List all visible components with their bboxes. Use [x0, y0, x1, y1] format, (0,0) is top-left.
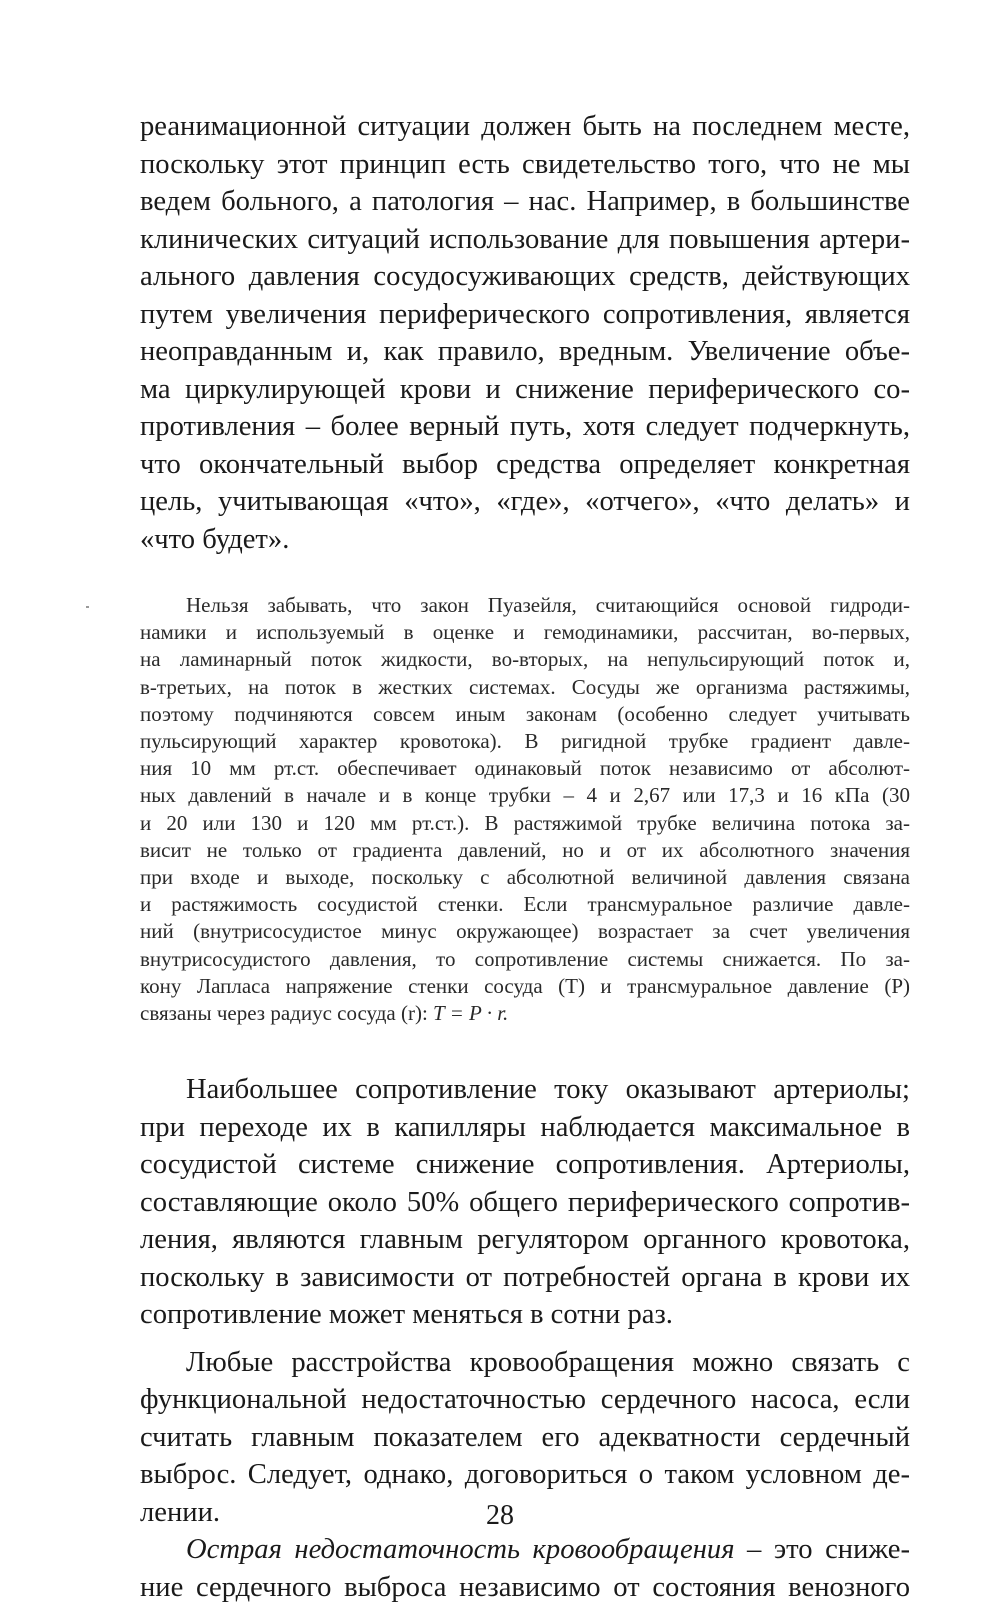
- text-line: путем увеличения периферического сопротивления, является: [140, 298, 910, 330]
- scan-speck: [86, 606, 89, 608]
- text-line: ние сердечного выброса независимо от состояния венозного: [140, 1571, 910, 1603]
- note-line: и 20 или 130 и 120 мм рт.ст.). В растяжимой трубке величина потока за-: [140, 810, 910, 835]
- note-line: висит не только от градиента давлений, но и от их абсолютного значения: [140, 837, 910, 862]
- page-number: 28: [486, 1500, 514, 1531]
- text-line: поскольку этот принцип есть свидетельство того, что не мы: [140, 148, 910, 180]
- paragraph-1: [140, 108, 910, 558]
- note-line: Нельзя забывать, что закон Пуазейля, считающийся основой гидроди-: [186, 593, 910, 617]
- note-line: поэтому подчиняются совсем иным законам (особенно следует учитывать: [140, 701, 910, 726]
- text-line: лении.: [140, 1496, 221, 1528]
- text-line: реанимационной ситуации должен быть на последнем месте,: [140, 111, 910, 142]
- text-line: [140, 1531, 910, 1569]
- note-line: и растяжимость сосудистой стенки. Если трансмуральное различие давле-: [140, 892, 910, 917]
- text-line: неоправданным и, как правило, вредным. Увеличение объе-: [140, 336, 910, 367]
- paragraph-4: [140, 1531, 910, 1606]
- text-line: «что будет».: [140, 523, 290, 555]
- paragraph-2: [140, 1071, 910, 1334]
- text-line: ления, являются главным регулятором органного кровотока,: [140, 1224, 910, 1256]
- note-line: намики и используемый в оценке и гемодинамики, рассчитан, во-первых,: [140, 620, 910, 645]
- text-line: ма циркулирующей крови и снижение периферического со-: [140, 373, 910, 405]
- note-line: ний (внутрисосудистое минус окружающее) возрастает за счет увеличения: [140, 919, 910, 944]
- note-block: [140, 592, 910, 1027]
- text-line: составляющие около 50% общего периферического сопротив-: [140, 1186, 910, 1218]
- page-content: [140, 108, 910, 1606]
- note-last-line: [140, 1000, 910, 1027]
- text-line: считать главным показателем его адекватности сердечный: [140, 1421, 910, 1453]
- text-line: Наибольшее сопротивление току оказывают артериолы;: [186, 1074, 910, 1106]
- text-line: Любые расстройства кровообращения можно связать с: [186, 1346, 910, 1378]
- note-line: кону Лапласа напряжение стенки сосуда (Т) и трансмуральное давление (Р): [140, 973, 910, 998]
- defined-term: Острая недостаточность кровообращения: [186, 1534, 735, 1566]
- definition-start: – это сниже-: [734, 1534, 910, 1566]
- note-line: ния 10 мм рт.ст. обеспечивает одинаковый поток независимо от абсолют-: [140, 756, 910, 781]
- text-line: цель, учитывающая «что», «где», «отчего», «что делать» и: [140, 486, 910, 517]
- note-line: внутрисосудистого давления, то сопротивление системы снижается. По за-: [140, 946, 910, 971]
- text-line: ведем больного, а патология – нас. Например, в большинстве: [140, 186, 910, 217]
- laplace-formula: T = P · r.: [433, 1001, 509, 1026]
- text-line: что окончательный выбор средства определяет конкретная: [140, 448, 910, 480]
- text-line: сосудистой системе снижение сопротивления. Артериолы,: [140, 1149, 910, 1181]
- text-line: противления – более верный путь, хотя следует подчеркнуть,: [140, 411, 910, 442]
- note-line: на ламинарный поток жидкости, во-вторых, на непульсирующий поток и,: [140, 647, 910, 672]
- text-line: при переходе их в капилляры наблюдается максимальное в: [140, 1111, 910, 1143]
- text-line: функциональной недостаточностью сердечного насоса, если: [140, 1384, 910, 1416]
- text-line: поскольку в зависимости от потребностей органа в крови их: [140, 1261, 910, 1293]
- text-line: сопротивление может меняться в сотни раз.: [140, 1299, 673, 1331]
- text-line: клинических ситуаций использование для повышения артери-: [140, 223, 910, 255]
- note-line: при входе и выходе, поскольку с абсолютной величиной давления связана: [140, 865, 910, 890]
- note-last-text: связаны через радиус сосуда (r):: [140, 1001, 434, 1026]
- note-line: пульсирующий характер кровотока). В ригидной трубке градиент давле-: [140, 729, 910, 754]
- note-line: ных давлений в начале и в конце трубки – 4 и 2,67 или 17,3 и 16 кПа (30: [140, 783, 910, 808]
- text-line: выброс. Следует, однако, договориться о таком условном де-: [140, 1459, 910, 1491]
- note-line: в-третьих, на поток в жестких системах. Сосуды же организма растяжимы,: [140, 674, 910, 699]
- text-line: ального давления сосудосуживающих средств, действующих: [140, 261, 910, 292]
